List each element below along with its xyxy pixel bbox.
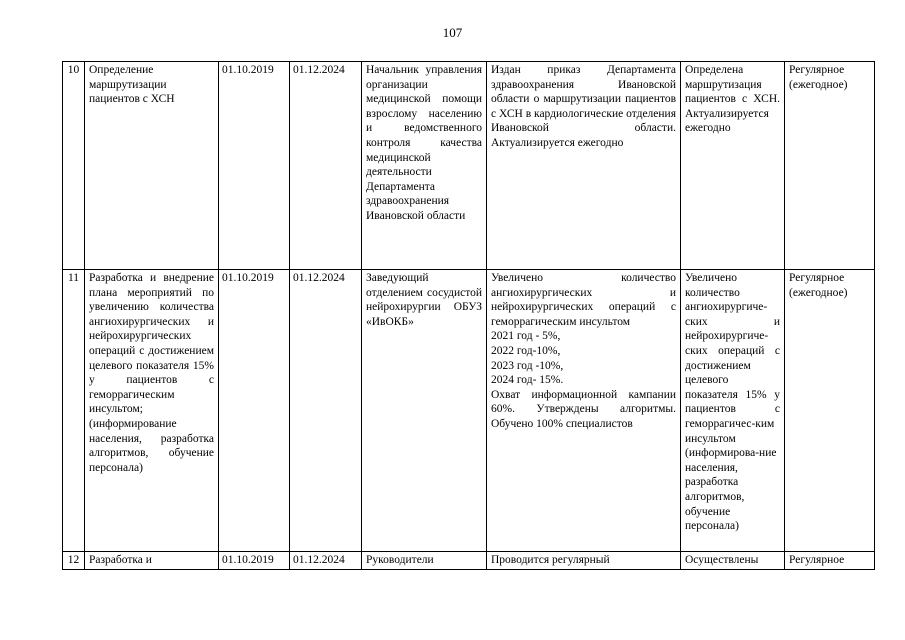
responsible-person: Руководители bbox=[362, 552, 487, 570]
result-indicator: Увеличено количество ангиохирургиче-ских и нейрохирургиче-ских операций с достижением целевого показателя 15% у пациентов с геморрагичес-ким инсультом (информирова-ние населения, разработка алгоритмов, обучение персонала) bbox=[681, 270, 785, 552]
page-number: 107 bbox=[442, 25, 463, 40]
start-date: 01.10.2019 bbox=[219, 270, 290, 552]
expected-result: Проводится регулярный bbox=[487, 552, 681, 570]
activity-type: Регулярное (ежегодное) bbox=[785, 270, 875, 552]
activity-name: Определение маршрутизации пациентов с ХСН bbox=[85, 62, 219, 270]
end-date: 01.12.2024 bbox=[290, 552, 362, 570]
end-date: 01.12.2024 bbox=[290, 270, 362, 552]
result-indicator: Осуществлены bbox=[681, 552, 785, 570]
table-row bbox=[63, 270, 875, 552]
responsible-person: Заведующий отделением сосудистой нейрохирургии ОБУЗ «ИвОКБ» bbox=[362, 270, 487, 552]
start-date: 01.10.2019 bbox=[219, 62, 290, 270]
row-number: 10 bbox=[63, 62, 85, 270]
activity-type: Регулярное bbox=[785, 552, 875, 570]
table-row bbox=[63, 62, 875, 270]
responsible-person: Начальник управления организации медицинской помощи взрослому населению и ведомственного контроля качества медицинской деятельности Департамента здравоохранения Ивановской области bbox=[362, 62, 487, 270]
expected-result: Издан приказ Департамента здравоохранения Ивановской области о маршрутизации пациентов с ХСН в кардиологические отделения Ивановской области. Актуализируется ежегодно bbox=[487, 62, 681, 270]
activity-type: Регулярное (ежегодное) bbox=[785, 62, 875, 270]
row-number: 12 bbox=[63, 552, 85, 570]
row-number: 11 bbox=[63, 270, 85, 552]
table-row bbox=[63, 552, 875, 570]
activity-name: Разработка и bbox=[85, 552, 219, 570]
activities-table bbox=[62, 61, 875, 570]
activity-name: Разработка и внедрение плана мероприятий по увеличению количества ангиохирургических и нейрохирургических операций с достижением целевого показателя 15% у пациентов с геморрагическим инсультом; (информирование населения, разработка алгоритмов, обучение персонала) bbox=[85, 270, 219, 552]
end-date: 01.12.2024 bbox=[290, 62, 362, 270]
expected-result: Увеличено количество ангиохирургических и нейрохирургических операций с геморрагическим инсультом 2021 год - 5%, 2022 год-10%, 2023 год -10%, 2024 год- 15%. Охват информационной кампании 60%. Утверждены алгоритмы. Обучено 100% специалистов bbox=[487, 270, 681, 552]
start-date: 01.10.2019 bbox=[219, 552, 290, 570]
result-indicator: Определена маршрутизация пациентов с ХСН. Актуализируется ежегодно bbox=[681, 62, 785, 270]
